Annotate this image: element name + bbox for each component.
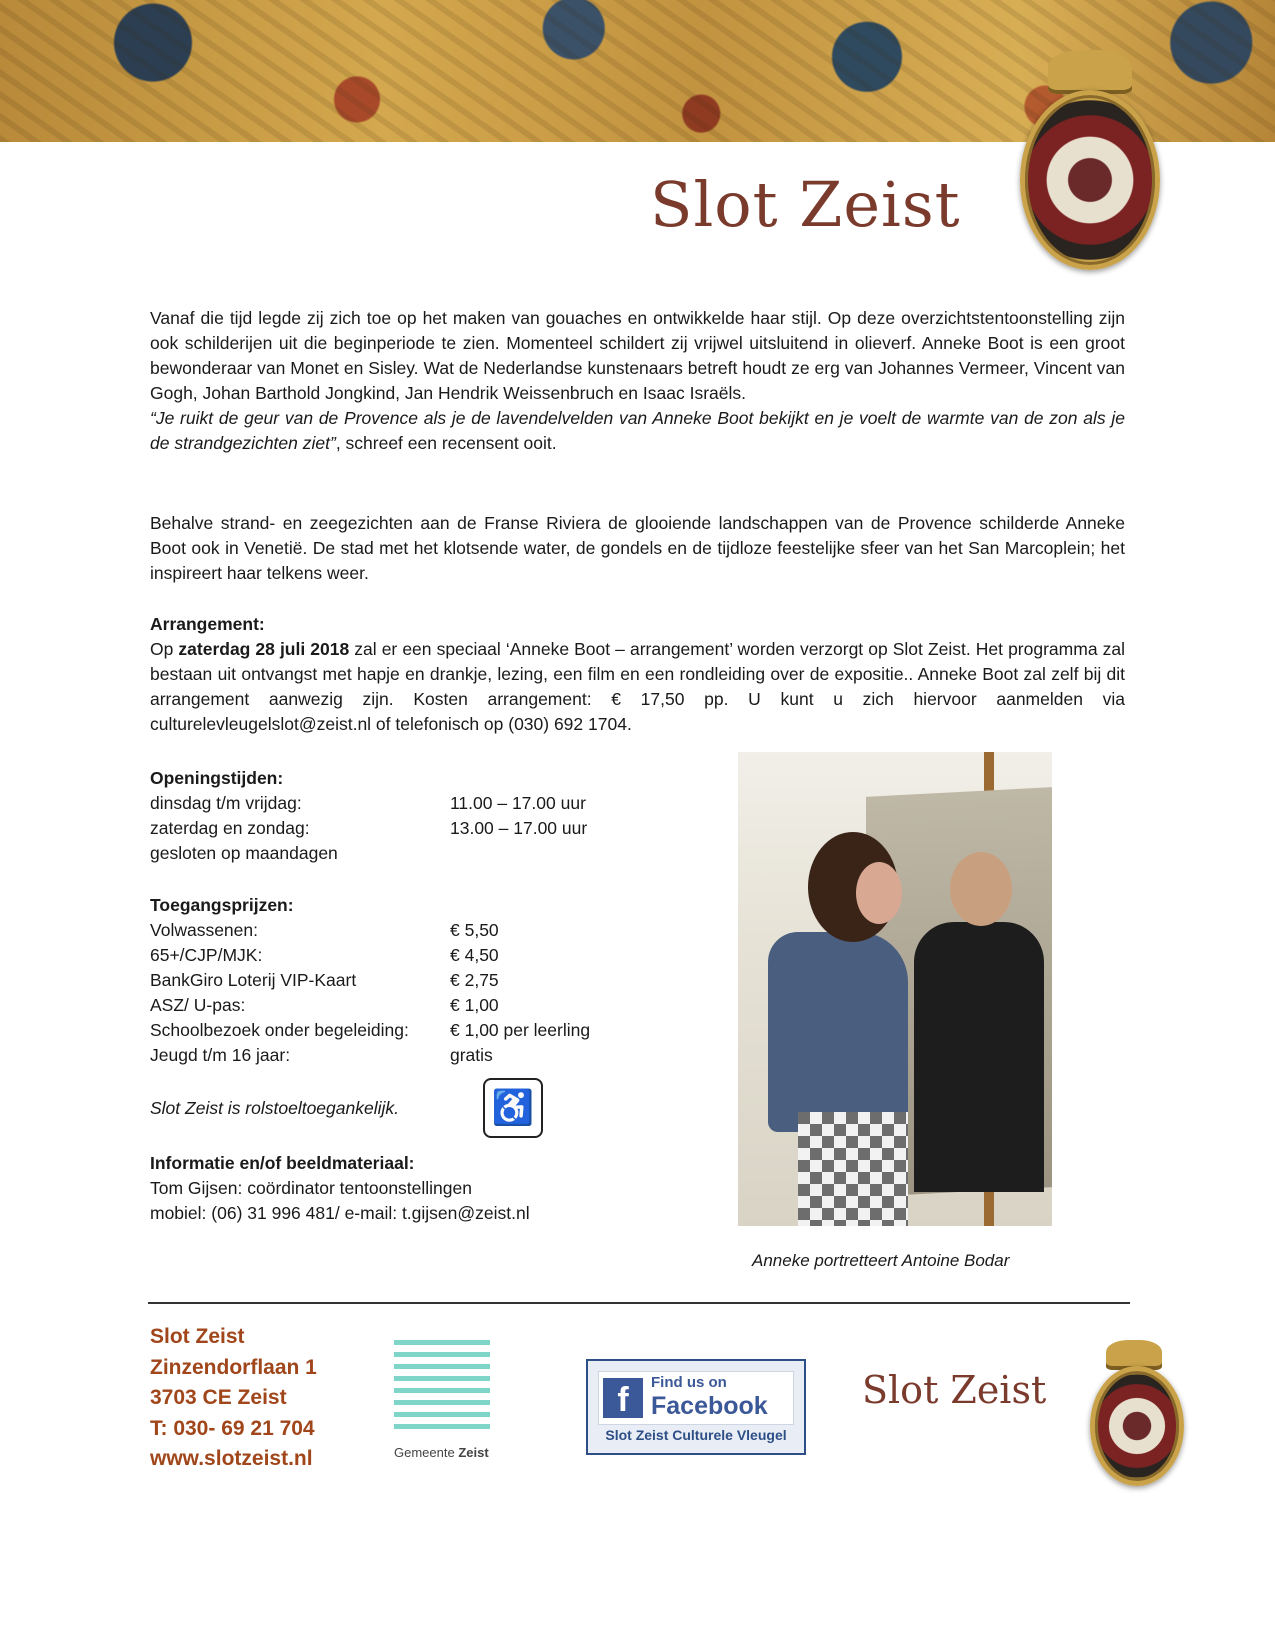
arrangement-body: zal er een speciaal ‘Anneke Boot – arrangement’ worden verzorgt op Slot Zeist. Het programma zal bestaan uit ontvangst met hapje en drankje, lezing, een film en een rondleiding over de expositie.. Anneke Boot zal zelf bij dit arrangement aanwezig zijn. Kosten arrangement: € 17,50 pp. U kunt u zich hiervoor aanmelden via culturelevleugelslot@zeist.nl of telefonisch op (030) 692 1704. <box>150 639 1125 734</box>
artist-photo <box>738 752 1052 1226</box>
price-row <box>150 918 690 943</box>
info-contact: Tom Gijsen: coördinator tentoonstellingen <box>150 1178 472 1198</box>
opening-value: 13.00 – 17.00 uur <box>450 818 588 838</box>
price-value: gratis <box>450 1045 493 1065</box>
price-label: Schoolbezoek onder begeleiding: <box>150 1020 409 1040</box>
accessibility-note <box>150 1096 480 1121</box>
quote <box>150 406 1125 456</box>
price-label: BankGiro Loterij VIP-Kaart <box>150 970 357 990</box>
gemeente-zeist-logo <box>394 1340 490 1460</box>
price-row <box>150 1018 690 1043</box>
arrangement-section <box>150 612 1125 737</box>
arrangement-pre: Op <box>150 639 179 659</box>
address-name: Slot Zeist <box>150 1325 245 1348</box>
price-value: € 5,50 <box>450 920 499 940</box>
price-row <box>150 1043 690 1068</box>
arrangement-text <box>150 637 1125 737</box>
facebook-icon: f <box>603 1378 643 1418</box>
info-heading: Informatie en/of beeldmateriaal: <box>150 1153 415 1173</box>
info-section <box>150 1151 710 1226</box>
price-label: 65+/CJP/MJK: <box>150 945 263 965</box>
footer-divider <box>148 1302 1130 1304</box>
opening-row <box>150 791 690 816</box>
opening-value: 11.00 – 17.00 uur <box>450 793 586 813</box>
price-value: € 1,00 <box>450 995 499 1015</box>
info-phone-email: mobiel: (06) 31 996 481/ e-mail: t.gijsen@zeist.nl <box>150 1203 530 1223</box>
quote-suffix: , schreef een recensent ooit. <box>335 433 557 453</box>
opening-note: gesloten op maandagen <box>150 843 338 863</box>
prices <box>150 893 690 1068</box>
opening-hours <box>150 766 690 866</box>
paragraph-1: Vanaf die tijd legde zij zich toe op het maken van gouaches en ontwikkelde haar stijl. Op deze overzichtstentoonstelling zijn ook schilderijen uit die beginperiode te zien. Momenteel schildert zij vrijwel uitsluitend in olieverf. Anneke Boot is een groot bewonderaar van Monet en Sisley. Wat de Nederlandse kunstenaars betreft houdt ze erg van Johannes Vermeer, Vincent van Gogh, Johan Barthold Jongkind, Jan Hendrik Weissenbruch en Isaac Israëls. <box>150 308 1125 403</box>
coat-of-arms-logo <box>1020 50 1160 280</box>
accessibility-text: Slot Zeist is rolstoeltoegankelijk. <box>150 1098 399 1118</box>
quote-text: “Je ruikt de geur van de Provence als je de lavendelvelden van Anneke Boot bekijkt en je voelt de warmte van de zon als je de strandgezichten ziet” <box>150 408 1125 453</box>
opening-label: dinsdag t/m vrijdag: <box>150 793 302 813</box>
opening-heading: Openingstijden: <box>150 768 284 788</box>
paragraph-2 <box>150 511 1125 586</box>
page-title: Slot Zeist <box>650 168 961 241</box>
address-website[interactable]: www.slotzeist.nl <box>150 1447 313 1470</box>
footer-logo-title: Slot Zeist <box>862 1368 1047 1412</box>
price-label: Volwassenen: <box>150 920 258 940</box>
price-value: € 1,00 per leerling <box>450 1020 591 1040</box>
arrangement-date: zaterdag 28 juli 2018 <box>178 639 350 659</box>
wheelchair-icon: ♿ <box>483 1078 543 1138</box>
gemeente-prefix: Gemeente <box>394 1445 459 1460</box>
price-label: Jeugd t/m 16 jaar: <box>150 1045 291 1065</box>
address-street: Zinzendorflaan 1 <box>150 1355 317 1379</box>
price-row <box>150 993 690 1018</box>
price-row <box>150 968 690 993</box>
facebook-brand: Facebook <box>651 1392 768 1420</box>
facebook-subtitle: Slot Zeist Culturele Vleugel <box>605 1427 787 1443</box>
price-value: € 2,75 <box>450 970 499 990</box>
opening-label: zaterdag en zondag: <box>150 818 310 838</box>
gemeente-name: Zeist <box>458 1445 489 1460</box>
price-value: € 4,50 <box>450 945 499 965</box>
photo-caption: Anneke portretteert Antoine Bodar <box>752 1251 1010 1270</box>
intro-paragraph <box>150 306 1125 456</box>
prices-heading: Toegangsprijzen: <box>150 895 294 915</box>
address-city: 3703 CE Zeist <box>150 1386 287 1409</box>
arrangement-heading: Arrangement: <box>150 614 265 634</box>
footer-address <box>150 1322 317 1475</box>
address-phone: T: 030- 69 21 704 <box>150 1416 315 1440</box>
opening-row <box>150 816 690 841</box>
paragraph-2-text: Behalve strand- en zeegezichten aan de Franse Riviera de glooiende landschappen van de Provence schilderde Anneke Boot ook in Venetië. De stad met het klotsende water, de gondels en de tijdloze feestelijke sfeer van het San Marcoplein; het inspireert haar telkens weer. <box>150 513 1125 583</box>
price-row <box>150 943 690 968</box>
footer-coat-of-arms <box>1090 1340 1180 1480</box>
gemeente-text <box>394 1445 489 1460</box>
price-label: ASZ/ U-pas: <box>150 995 246 1015</box>
facebook-badge[interactable] <box>586 1359 806 1455</box>
facebook-find: Find us on <box>651 1374 727 1391</box>
facebook-inner <box>598 1371 794 1425</box>
